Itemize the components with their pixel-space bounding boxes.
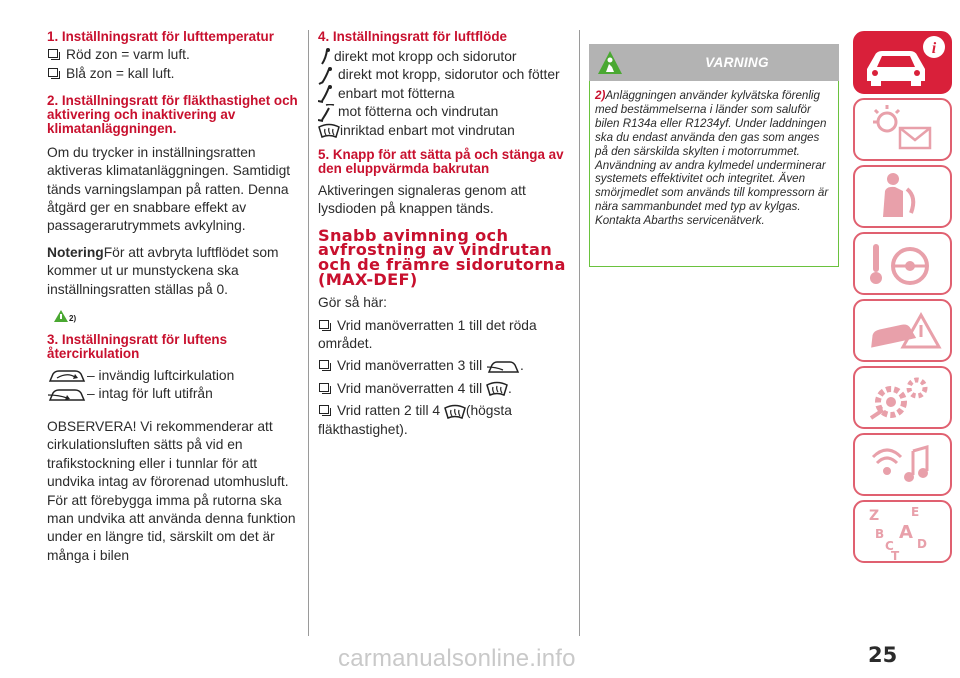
tab-emergency[interactable] — [853, 299, 952, 362]
emergency-icon — [855, 301, 950, 360]
column-divider — [579, 30, 580, 636]
middle-column — [318, 30, 568, 439]
page-number: 25 — [868, 643, 898, 667]
list-item: Röd zon = varm luft. — [47, 46, 299, 64]
step-item: Vrid manöverratten 3 till . — [318, 357, 568, 375]
warning-text: 2)Anläggningen använder kylvätska förenlig med bestämmelserna i länder som saluför bilen R134a eller R1234yf. Under laddningen ska du endast använda den gas som anges på den särskilda skylten i motorrummet. Användning av andra kylmedel underminerar systemets effektivitet och integritet. Även smörjmedlet som används till kompressorn är nära sammanbundet med typ av kylgas. Kontakta Abarths servicenätverk. — [589, 81, 839, 267]
safety-icon — [855, 167, 950, 226]
index-icon — [855, 502, 950, 561]
svg-text:B: B — [875, 527, 885, 541]
airflow-feet-windscreen-icon — [318, 104, 338, 122]
bullet-icon — [319, 405, 331, 415]
windscreen-icon — [444, 404, 466, 420]
note-paragraph: NoteringFör att avbryta luftflödet som kommer ut ur munstyckena ska inställningsratten ställas på 0. — [47, 244, 279, 297]
paragraph: Gör så här: — [318, 295, 388, 311]
warning-reference: 2) — [47, 307, 299, 327]
bullet-icon — [319, 360, 331, 370]
list-item: – intag för luft utifrån — [47, 385, 299, 403]
warning-title: VARNING — [705, 55, 769, 70]
windscreen-icon — [318, 123, 340, 139]
step-item: Vrid ratten 2 till 4 (högsta fläkthastighet). — [318, 403, 512, 437]
list-item: – invändig luftcirkulation — [47, 367, 299, 385]
svg-text:D: D — [917, 537, 927, 551]
svg-text:T: T — [891, 549, 900, 561]
tab-starting-driving[interactable] — [853, 232, 952, 295]
airflow-body-icon — [318, 48, 334, 66]
airflow-feet-icon — [318, 85, 338, 103]
starting-driving-icon — [855, 234, 950, 293]
warning-triangle-icon — [53, 309, 69, 323]
tab-dashboard[interactable] — [853, 98, 952, 161]
tab-index[interactable] — [853, 500, 952, 563]
dashboard-lights-icon — [855, 100, 950, 159]
paragraph: Om du trycker in inställningsratten aktiveras klimatanläggningen. Samtidigt tänds varningslampan på ratten. Denna åtgärd ger en snabbare effekt av passagerarutrymmets avkylning. — [47, 144, 291, 234]
car-info-icon — [855, 33, 950, 92]
step-item: Vrid manöverratten 1 till det röda området. — [318, 317, 537, 352]
heading-fan-speed: 2. Inställningsratt för fläkthastighet och aktivering och inaktivering av klimatanläggningen. — [47, 92, 298, 136]
svg-text:Z: Z — [869, 508, 880, 524]
heading-temperature: 1. Inställningsratt för lufttemperatur — [47, 29, 274, 44]
airflow-body-feet-icon — [318, 67, 338, 85]
paragraph-note: OBSERVERA! Vi rekommenderar att cirkulationsluften sätts på vid en trafikstockning eller i tunnlar för att undvika intag av förorenad utomhusluft. För att förebygga imma på rutorna ska man undvika att använda denna funktion under en längre tid, särskilt om det är många i bilen — [47, 418, 296, 563]
list-item: Blå zon = kall luft. — [47, 65, 299, 83]
svg-text:i: i — [931, 40, 937, 57]
list-item: inriktad enbart mot vindrutan — [318, 122, 568, 140]
chapter-sidebar — [853, 31, 952, 567]
svg-text:E: E — [911, 505, 920, 519]
warning-box — [589, 44, 839, 267]
heading-airflow: 4. Inställningsratt för luftflöde — [318, 29, 507, 44]
list-item: direkt mot kropp och sidorutor — [318, 48, 568, 66]
tab-safety[interactable] — [853, 165, 952, 228]
list-item: enbart mot fötterna — [318, 85, 568, 103]
maintenance-icon — [855, 368, 950, 427]
heading-rear-window: 5. Knapp för att sätta på och stänga av den eluppvärmda bakrutan — [318, 147, 564, 177]
bullet-icon — [319, 320, 331, 330]
column-divider — [308, 30, 309, 636]
list-item: direkt mot kropp, sidorutor och fötter — [318, 66, 568, 84]
svg-text:C: C — [885, 539, 894, 553]
recirculation-inside-icon — [47, 368, 87, 384]
step-item: Vrid manöverratten 4 till . — [318, 380, 568, 398]
tab-car-info[interactable] — [853, 31, 952, 94]
heading-recirculation: 3. Inställningsratt för luftens återcirkulation — [47, 332, 228, 362]
multimedia-icon — [855, 435, 950, 494]
warning-header — [589, 44, 839, 81]
bullet-icon — [48, 49, 60, 59]
heading-max-def: Snabb avimning och avfrostning av vindrutan och de främre sidorutorna (MAX-DEF) — [318, 225, 566, 289]
tab-multimedia[interactable] — [853, 433, 952, 496]
bullet-icon — [48, 68, 60, 78]
svg-text:A: A — [899, 522, 913, 543]
bullet-icon — [319, 383, 331, 393]
windscreen-icon — [486, 381, 508, 397]
list-item: mot fötterna och vindrutan — [318, 103, 568, 121]
outside-air-icon — [47, 387, 87, 403]
outside-air-icon — [486, 359, 520, 375]
tab-maintenance[interactable] — [853, 366, 952, 429]
left-column — [47, 30, 299, 565]
paragraph: Aktiveringen signaleras genom att lysdioden på knappen tänds. — [318, 183, 526, 217]
watermark: carmanualsonline.info — [338, 645, 576, 672]
